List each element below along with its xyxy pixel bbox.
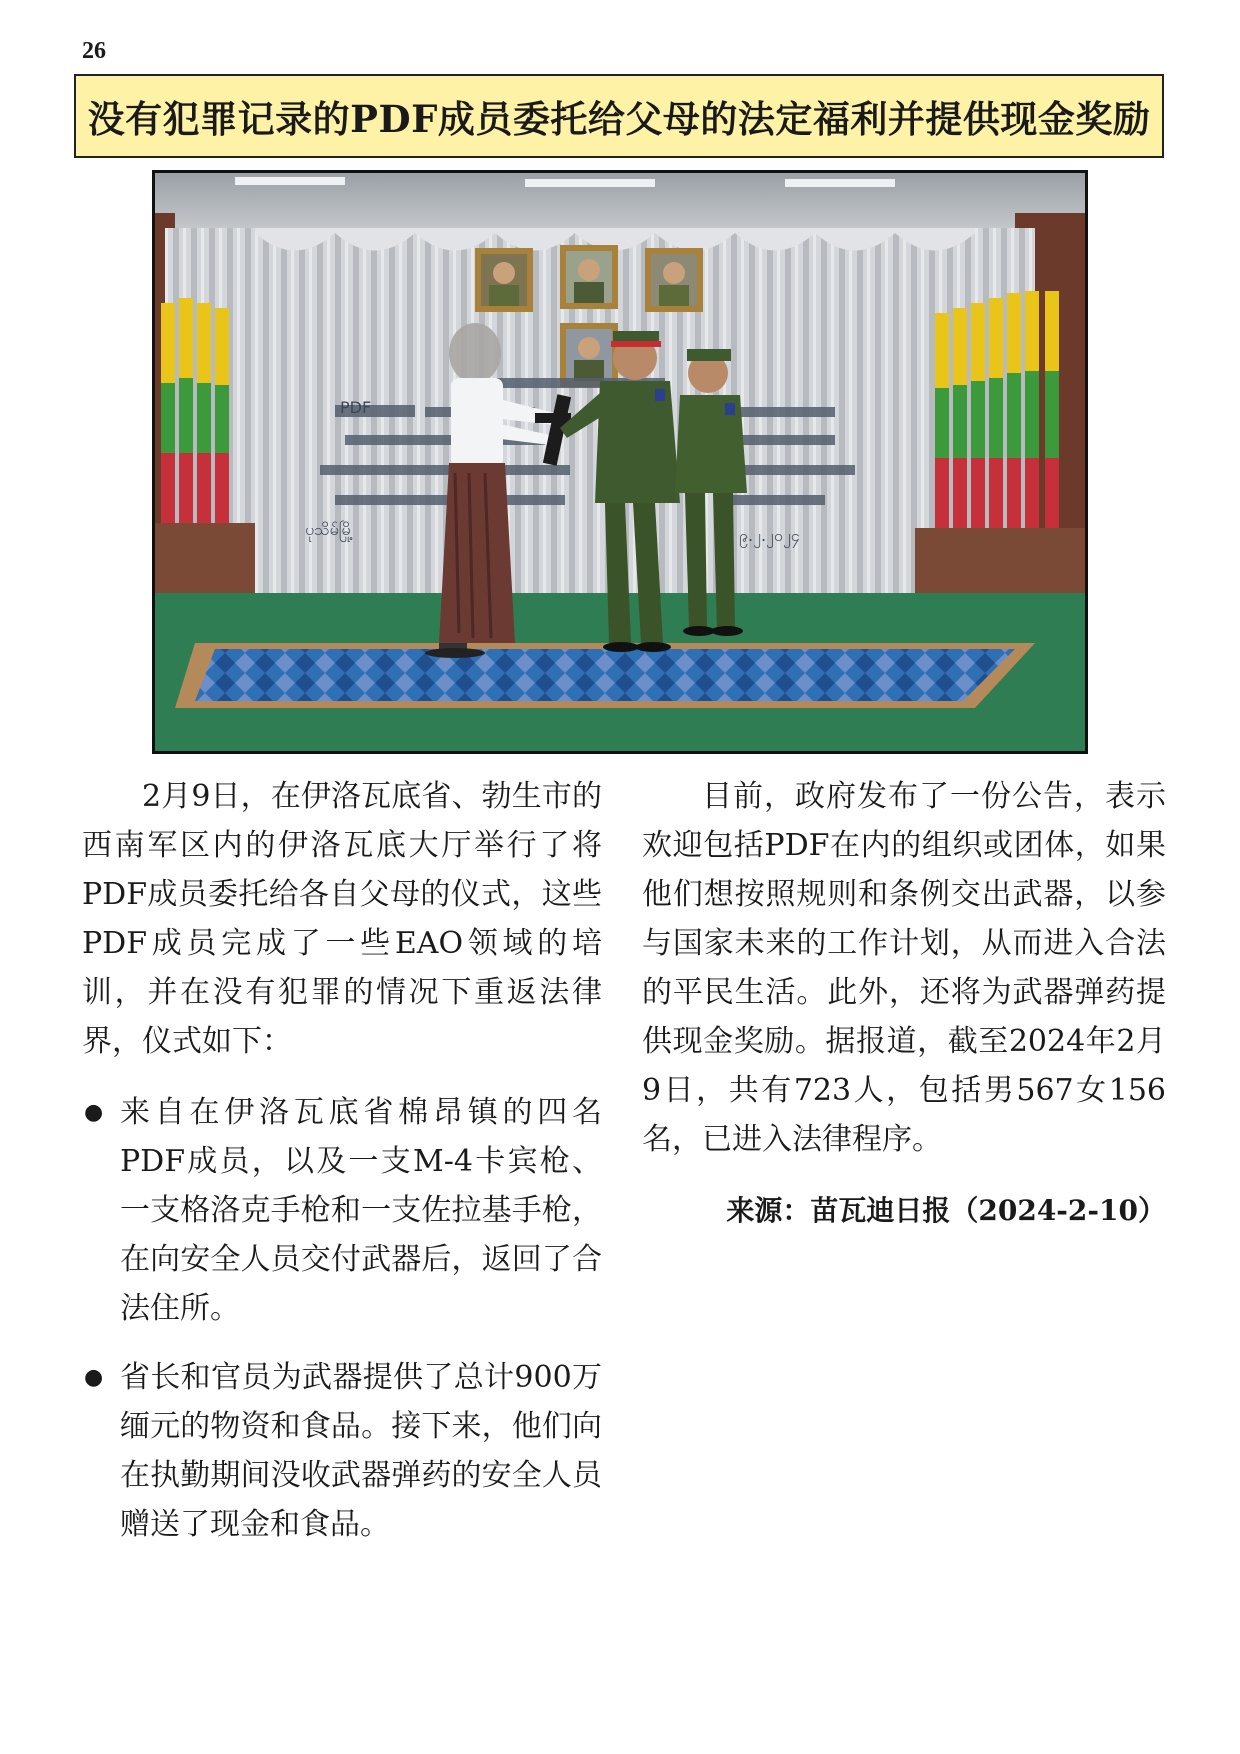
ceremony-photo xyxy=(152,170,1088,754)
intro-paragraph: 2月9日，在伊洛瓦底省、勃生市的西南军区内的伊洛瓦底大厅举行了将PDF成员委托给各自父母的仪式，这些PDF成员完成了一些EAO领域的培训，并在没有犯罪的情况下重返法律界，仪式如下： xyxy=(82,779,602,1059)
page-title: 没有犯罪记录的PDF成员委托给父母的法定福利并提供现金奖励 xyxy=(87,97,1151,141)
bullet-icon: ● xyxy=(84,1100,104,1125)
source-citation: 来源：苗瓦迪日报（2024-2-10） xyxy=(726,1194,1166,1227)
list-item xyxy=(82,1088,602,1333)
left-column xyxy=(82,772,602,1569)
bullet-text: 省长和官员为武器提供了总计900万缅元的物资和食品。接下来，他们向在执勤期间没收武器弹药的安全人员赠送了现金和食品。 xyxy=(120,1360,602,1542)
right-column xyxy=(642,772,1166,1235)
body-paragraph: 目前，政府发布了一份公告，表示欢迎包括PDF在内的组织或团体，如果他们想按照规则和条例交出武器，以参与国家未来的工作计划，从而进入合法的平民生活。此外，还将为武器弹药提供现金奖励。据报道，截至2024年2月9日，共有723人，包括男567女156名，已进入法律程序。 xyxy=(642,779,1166,1157)
banner-date: ၉.၂.၂၀၂၄ xyxy=(739,526,800,545)
banner-pdf: PDF xyxy=(340,398,372,417)
list-item xyxy=(82,1353,602,1549)
title-banner xyxy=(74,74,1164,158)
page-number: 26 xyxy=(82,38,106,64)
bullet-text: 来自在伊洛瓦底省棉昂镇的四名PDF成员，以及一支M-4卡宾枪、一支格洛克手枪和一支佐拉基手枪，在向安全人员交付武器后，返回了合法住所。 xyxy=(120,1095,602,1326)
banner-place: ပုသိမ်မြို့ xyxy=(305,520,354,539)
bullet-list xyxy=(82,1088,602,1549)
ceremony-photo-icon xyxy=(155,173,1085,751)
bullet-icon: ● xyxy=(84,1365,104,1390)
